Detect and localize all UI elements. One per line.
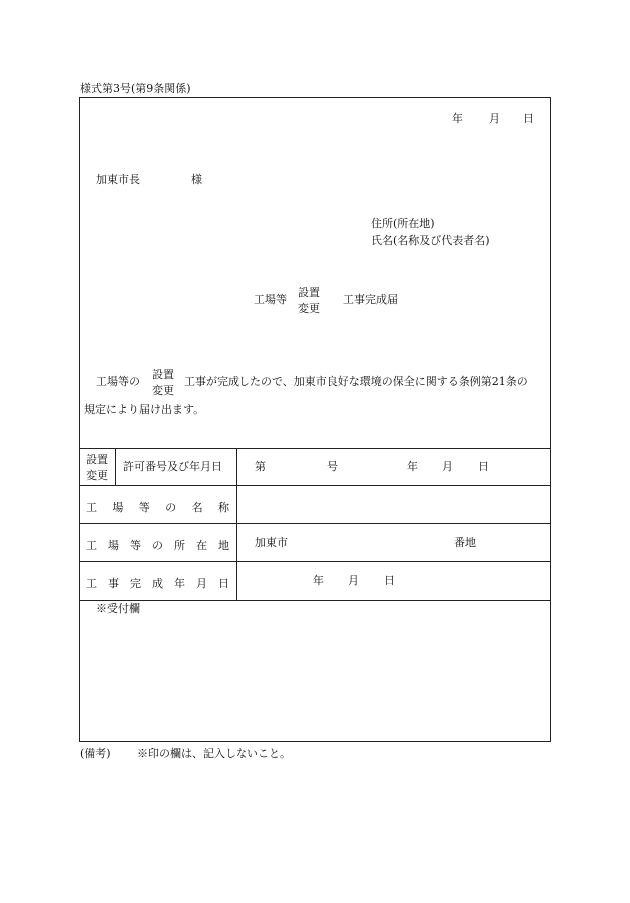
row3-label-char: 所 [174,539,185,552]
row2-label-char: の [165,501,177,514]
row4-label-char: 日 [218,577,229,590]
table-top-border [80,448,550,449]
row1-dai[interactable]: 第 [255,460,266,473]
applicant-name-label[interactable]: 氏名(名称及び代表者名) [371,234,490,247]
row3-city[interactable]: 加東市 [255,536,288,549]
addressee-honorific: 様 [191,173,202,186]
row1-day[interactable]: 日 [478,460,489,473]
body-options[interactable] [152,367,174,399]
row1-year[interactable]: 年 [407,460,418,473]
body-option-setting[interactable]: 設置 [152,368,174,381]
row3-label-char: 在 [196,539,207,552]
row4-label-char: 成 [152,577,163,590]
row4-day[interactable]: 日 [384,574,395,587]
table-bottom-border [80,600,550,601]
row2-label-char: 称 [217,501,229,514]
note-text: ※印の欄は、記入しないこと。 [137,747,291,760]
row4-label-char: 月 [196,577,207,590]
row4-year[interactable]: 年 [313,574,324,587]
date-day[interactable]: 日 [523,112,534,125]
date-year[interactable]: 年 [452,112,463,125]
row1-options[interactable] [86,452,108,484]
row3-label-char: の [152,539,163,552]
row4-label-char: 完 [130,577,141,590]
title-prefix: 工場等 [254,293,287,306]
row4-label [86,575,229,591]
row4-label-char: 年 [174,577,185,590]
table-col-divider [236,448,237,600]
row3-label-char: 等 [130,539,141,552]
row4-label-char: 事 [108,577,119,590]
form-number: 様式第3号(第9条関係) [80,82,191,95]
row4-month[interactable]: 月 [348,574,359,587]
row3-label-char: 地 [218,539,229,552]
body-option-change[interactable]: 変更 [152,383,174,397]
body-line2: 規定により届け出ます。 [84,403,205,416]
row1-option-change[interactable]: 変更 [86,468,108,482]
row3-banchi[interactable]: 番地 [454,536,476,549]
row2-label-char: 名 [191,501,203,514]
form-frame [79,97,551,742]
title-option-change[interactable]: 変更 [298,301,320,315]
row2-label-char: 工 [86,501,97,514]
table-col-divider [115,448,116,485]
body-prefix: 工場等の [96,375,140,388]
title-option-setting[interactable]: 設置 [298,286,320,299]
title-suffix: 工事完成届 [343,293,398,306]
row3-label [86,537,229,553]
applicant-address-label[interactable]: 住所(所在地) [371,217,435,230]
date-month[interactable]: 月 [489,112,500,125]
body-line1: 工事が完成したので、加東市良好な環境の保全に関する条例第21条の [184,375,528,388]
row1-label: 許可番号及び年月日 [123,460,222,473]
reception-label: ※受付欄 [96,602,140,615]
row2-label [86,499,229,515]
title-options[interactable] [298,285,320,317]
row1-go[interactable]: 号 [327,460,338,473]
row3-label-char: 場 [108,539,119,552]
table-row-divider [80,561,550,562]
row3-label-char: 工 [86,539,97,552]
table-row-divider [80,523,550,524]
table-row-divider [80,485,550,486]
row1-option-setting[interactable]: 設置 [86,453,108,466]
note-label: (備考) [80,747,111,760]
row2-label-char: 場 [112,501,124,514]
addressee-name: 加東市長 [96,173,140,186]
row2-label-char: 等 [138,501,150,514]
row4-label-char: 工 [86,577,97,590]
row1-month[interactable]: 月 [442,460,453,473]
